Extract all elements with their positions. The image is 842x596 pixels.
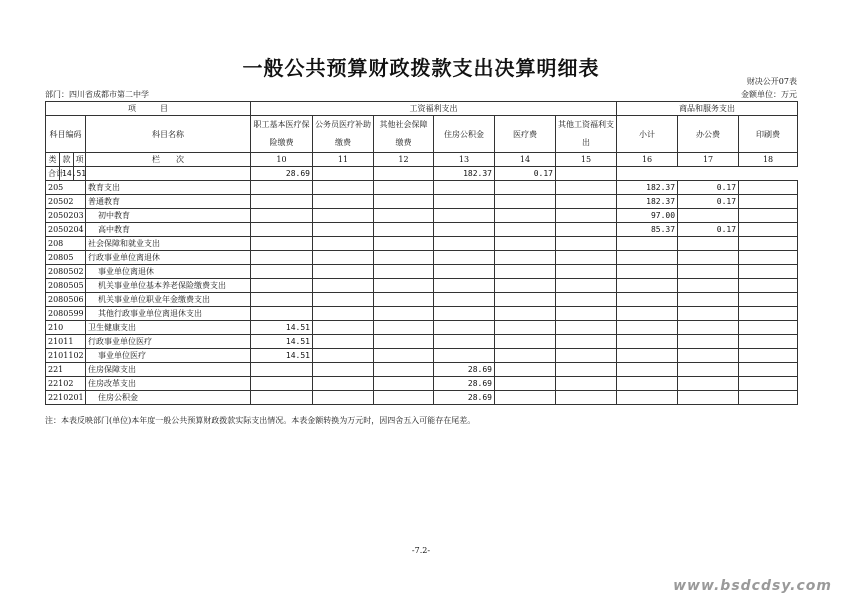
total-row xyxy=(46,167,798,181)
amount-cell xyxy=(313,195,374,209)
amount-cell xyxy=(374,293,434,307)
subject-code: 221 xyxy=(46,363,86,377)
amount-cell xyxy=(374,167,434,181)
header-col: 其他工资福利支出 xyxy=(556,116,617,153)
amount-cell xyxy=(678,251,739,265)
amount-cell xyxy=(678,279,739,293)
amount-cell xyxy=(251,251,313,265)
amount-cell xyxy=(374,307,434,321)
amount-cell xyxy=(678,377,739,391)
amount-cell xyxy=(374,209,434,223)
amount-cell xyxy=(251,209,313,223)
amount-cell xyxy=(678,265,739,279)
subject-name: 事业单位医疗 xyxy=(86,349,251,363)
amount-cell xyxy=(313,293,374,307)
amount-cell: 0.17 xyxy=(678,181,739,195)
amount-cell xyxy=(374,335,434,349)
amount-cell xyxy=(495,265,556,279)
amount-cell xyxy=(678,237,739,251)
subject-code: 2101102 xyxy=(46,349,86,363)
amount-cell: 28.69 xyxy=(434,377,495,391)
table-row xyxy=(46,321,798,335)
form-code: 财决公开07表 xyxy=(746,77,797,86)
amount-cell xyxy=(495,363,556,377)
header-group-welfare: 工资福利支出 xyxy=(251,102,617,116)
amount-cell xyxy=(313,335,374,349)
amount-cell xyxy=(251,265,313,279)
amount-cell: 28.69 xyxy=(251,167,313,181)
amount-cell xyxy=(434,335,495,349)
table-row xyxy=(46,251,798,265)
amount-cell xyxy=(556,349,617,363)
col-number: 15 xyxy=(556,153,617,167)
header-col: 印刷费 xyxy=(739,116,798,153)
amount-cell xyxy=(556,307,617,321)
table-row xyxy=(46,195,798,209)
amount-cell xyxy=(374,349,434,363)
amount-cell xyxy=(556,377,617,391)
amount-cell xyxy=(739,349,798,363)
amount-cell xyxy=(739,265,798,279)
amount-cell xyxy=(617,363,678,377)
amount-cell xyxy=(617,307,678,321)
col-number: 12 xyxy=(374,153,434,167)
amount-cell xyxy=(556,279,617,293)
amount-cell xyxy=(251,181,313,195)
amount-cell xyxy=(678,321,739,335)
subject-code: 2050203 xyxy=(46,209,86,223)
subject-code: 210 xyxy=(46,321,86,335)
page-title: 一般公共预算财政拨款支出决算明细表 xyxy=(242,56,600,80)
amount-cell: 28.69 xyxy=(434,391,495,405)
amount-cell xyxy=(495,223,556,237)
subject-name: 初中教育 xyxy=(86,209,251,223)
subject-name: 行政事业单位离退休 xyxy=(86,251,251,265)
subject-name: 高中教育 xyxy=(86,223,251,237)
amount-cell: 182.37 xyxy=(434,167,495,181)
amount-cell xyxy=(617,335,678,349)
amount-cell: 182.37 xyxy=(617,181,678,195)
amount-cell xyxy=(495,307,556,321)
footnote: 注：本表反映部门(单位)本年度一般公共预算财政拨款实际支出情况。本表金额转换为万元时，因四舍五入可能存在尾差。 xyxy=(45,416,476,425)
amount-cell xyxy=(739,223,798,237)
amount-cell xyxy=(617,377,678,391)
amount-cell xyxy=(374,279,434,293)
amount-cell xyxy=(434,195,495,209)
amount-cell xyxy=(495,279,556,293)
amount-cell xyxy=(739,181,798,195)
col-number: 11 xyxy=(313,153,374,167)
subject-code: 2080505 xyxy=(46,279,86,293)
amount-cell xyxy=(556,167,617,181)
amount-cell: 14.51 xyxy=(251,349,313,363)
amount-cell xyxy=(251,363,313,377)
amount-cell xyxy=(251,377,313,391)
header-group-goods: 商品和服务支出 xyxy=(617,102,798,116)
amount-cell xyxy=(556,181,617,195)
header-code: 科目编码 xyxy=(46,116,86,153)
unit-label: 金额单位：万元 xyxy=(741,90,797,99)
header-col: 其他社会保障缴费 xyxy=(374,116,434,153)
amount-cell xyxy=(313,181,374,195)
amount-cell xyxy=(251,223,313,237)
watermark: www.bsdcdsy.com xyxy=(673,578,832,594)
amount-cell xyxy=(495,251,556,265)
subject-code: 2210201 xyxy=(46,391,86,405)
amount-cell xyxy=(313,321,374,335)
amount-cell xyxy=(434,181,495,195)
amount-cell xyxy=(495,293,556,307)
col-number: 10 xyxy=(251,153,313,167)
total-label: 合计 xyxy=(46,167,60,181)
amount-cell xyxy=(313,349,374,363)
amount-cell xyxy=(678,209,739,223)
amount-cell xyxy=(434,265,495,279)
amount-cell xyxy=(739,237,798,251)
subject-code: 2080506 xyxy=(46,293,86,307)
subject-name: 普通教育 xyxy=(86,195,251,209)
amount-cell: 97.00 xyxy=(617,209,678,223)
col-number: 14 xyxy=(495,153,556,167)
amount-cell xyxy=(434,321,495,335)
amount-cell xyxy=(374,265,434,279)
subject-code: 21011 xyxy=(46,335,86,349)
col-number: 18 xyxy=(739,153,798,167)
page-number: -7.2- xyxy=(411,546,431,555)
amount-cell xyxy=(313,265,374,279)
amount-cell xyxy=(313,391,374,405)
amount-cell xyxy=(739,293,798,307)
amount-cell: 0.17 xyxy=(678,195,739,209)
subject-code: 2050204 xyxy=(46,223,86,237)
table-row xyxy=(46,307,798,321)
header-col: 办公费 xyxy=(678,116,739,153)
subject-name: 住房公积金 xyxy=(86,391,251,405)
amount-cell xyxy=(374,391,434,405)
amount-cell xyxy=(313,251,374,265)
amount-cell xyxy=(495,335,556,349)
header-col: 公务员医疗补助缴费 xyxy=(313,116,374,153)
amount-cell: 0.17 xyxy=(495,167,556,181)
amount-cell xyxy=(313,363,374,377)
amount-cell xyxy=(739,209,798,223)
subject-name: 教育支出 xyxy=(86,181,251,195)
amount-cell: 14.51 xyxy=(60,167,74,181)
table-row xyxy=(46,349,798,363)
amount-cell xyxy=(678,335,739,349)
amount-cell: 14.51 xyxy=(251,335,313,349)
amount-cell xyxy=(739,377,798,391)
amount-cell xyxy=(313,209,374,223)
amount-cell xyxy=(374,237,434,251)
header-col: 职工基本医疗保险缴费 xyxy=(251,116,313,153)
col-number: 17 xyxy=(678,153,739,167)
table-row xyxy=(46,391,798,405)
amount-cell xyxy=(251,293,313,307)
subject-name: 卫生健康支出 xyxy=(86,321,251,335)
amount-cell xyxy=(739,195,798,209)
table-row xyxy=(46,279,798,293)
amount-cell xyxy=(374,377,434,391)
table-row xyxy=(46,209,798,223)
amount-cell xyxy=(556,223,617,237)
amount-cell xyxy=(251,307,313,321)
amount-cell xyxy=(617,349,678,363)
subject-name: 机关事业单位基本养老保险缴费支出 xyxy=(86,279,251,293)
amount-cell xyxy=(556,265,617,279)
amount-cell xyxy=(374,223,434,237)
amount-cell xyxy=(556,293,617,307)
amount-cell xyxy=(617,265,678,279)
amount-cell: 0.17 xyxy=(678,223,739,237)
amount-cell xyxy=(251,237,313,251)
amount-cell: 182.37 xyxy=(617,195,678,209)
amount-cell xyxy=(374,363,434,377)
header-kuan: 款 xyxy=(60,153,74,167)
amount-cell xyxy=(739,391,798,405)
table-row xyxy=(46,223,798,237)
col-number: 13 xyxy=(434,153,495,167)
amount-cell xyxy=(251,279,313,293)
amount-cell xyxy=(434,251,495,265)
table-row xyxy=(46,363,798,377)
amount-cell xyxy=(495,237,556,251)
subject-name: 行政事业单位医疗 xyxy=(86,335,251,349)
amount-cell xyxy=(739,363,798,377)
amount-cell xyxy=(434,279,495,293)
table-row xyxy=(46,335,798,349)
amount-cell xyxy=(556,391,617,405)
header-project: 项 目 xyxy=(46,102,251,116)
header-xiang: 项 xyxy=(74,153,86,167)
amount-cell xyxy=(739,321,798,335)
subject-name: 住房改革支出 xyxy=(86,377,251,391)
amount-cell xyxy=(313,237,374,251)
amount-cell xyxy=(374,251,434,265)
amount-cell xyxy=(313,377,374,391)
table-row xyxy=(46,293,798,307)
amount-cell xyxy=(374,195,434,209)
amount-cell: 85.37 xyxy=(617,223,678,237)
amount-cell xyxy=(434,237,495,251)
subject-code: 208 xyxy=(46,237,86,251)
subject-code: 20502 xyxy=(46,195,86,209)
header-lanci: 栏 次 xyxy=(86,153,251,167)
amount-cell xyxy=(739,307,798,321)
amount-cell xyxy=(434,307,495,321)
header-col: 医疗费 xyxy=(495,116,556,153)
amount-cell xyxy=(251,195,313,209)
amount-cell xyxy=(495,195,556,209)
table-row xyxy=(46,237,798,251)
amount-cell xyxy=(678,391,739,405)
amount-cell xyxy=(617,251,678,265)
amount-cell xyxy=(617,391,678,405)
amount-cell xyxy=(374,181,434,195)
amount-cell xyxy=(556,251,617,265)
amount-cell xyxy=(313,307,374,321)
amount-cell xyxy=(678,293,739,307)
amount-cell xyxy=(556,209,617,223)
table-row xyxy=(46,377,798,391)
amount-cell xyxy=(556,335,617,349)
subject-name: 其他行政事业单位离退休支出 xyxy=(86,307,251,321)
subject-code: 20805 xyxy=(46,251,86,265)
amount-cell xyxy=(495,349,556,363)
header-name: 科目名称 xyxy=(86,116,251,153)
header-lei: 类 xyxy=(46,153,60,167)
subject-code: 2080599 xyxy=(46,307,86,321)
detail-table xyxy=(45,101,798,405)
subject-name: 社会保障和就业支出 xyxy=(86,237,251,251)
amount-cell xyxy=(495,391,556,405)
subject-code: 205 xyxy=(46,181,86,195)
amount-cell xyxy=(434,209,495,223)
amount-cell xyxy=(495,209,556,223)
subject-name: 住房保障支出 xyxy=(86,363,251,377)
amount-cell xyxy=(617,321,678,335)
amount-cell xyxy=(617,237,678,251)
amount-cell xyxy=(678,349,739,363)
amount-cell xyxy=(374,321,434,335)
amount-cell xyxy=(617,279,678,293)
amount-cell xyxy=(313,167,374,181)
amount-cell xyxy=(556,237,617,251)
amount-cell xyxy=(678,363,739,377)
department-label: 部门：四川省成都市第二中学 xyxy=(45,90,149,99)
subject-name: 机关事业单位职业年金缴费支出 xyxy=(86,293,251,307)
subject-name: 事业单位离退休 xyxy=(86,265,251,279)
table-row xyxy=(46,265,798,279)
amount-cell xyxy=(495,321,556,335)
amount-cell xyxy=(495,181,556,195)
amount-cell xyxy=(434,349,495,363)
amount-cell: 28.69 xyxy=(434,363,495,377)
amount-cell xyxy=(556,363,617,377)
amount-cell xyxy=(739,335,798,349)
amount-cell xyxy=(313,279,374,293)
amount-cell: 14.51 xyxy=(251,321,313,335)
amount-cell xyxy=(739,279,798,293)
amount-cell xyxy=(739,251,798,265)
amount-cell xyxy=(556,321,617,335)
col-number: 16 xyxy=(617,153,678,167)
subject-code: 22102 xyxy=(46,377,86,391)
amount-cell xyxy=(556,195,617,209)
amount-cell xyxy=(495,377,556,391)
amount-cell xyxy=(434,293,495,307)
header-col: 小计 xyxy=(617,116,678,153)
subject-code: 2080502 xyxy=(46,265,86,279)
amount-cell xyxy=(678,307,739,321)
amount-cell xyxy=(434,223,495,237)
table-row xyxy=(46,181,798,195)
amount-cell xyxy=(251,391,313,405)
amount-cell xyxy=(86,167,251,181)
amount-cell xyxy=(617,293,678,307)
amount-cell xyxy=(313,223,374,237)
header-col: 住房公积金 xyxy=(434,116,495,153)
